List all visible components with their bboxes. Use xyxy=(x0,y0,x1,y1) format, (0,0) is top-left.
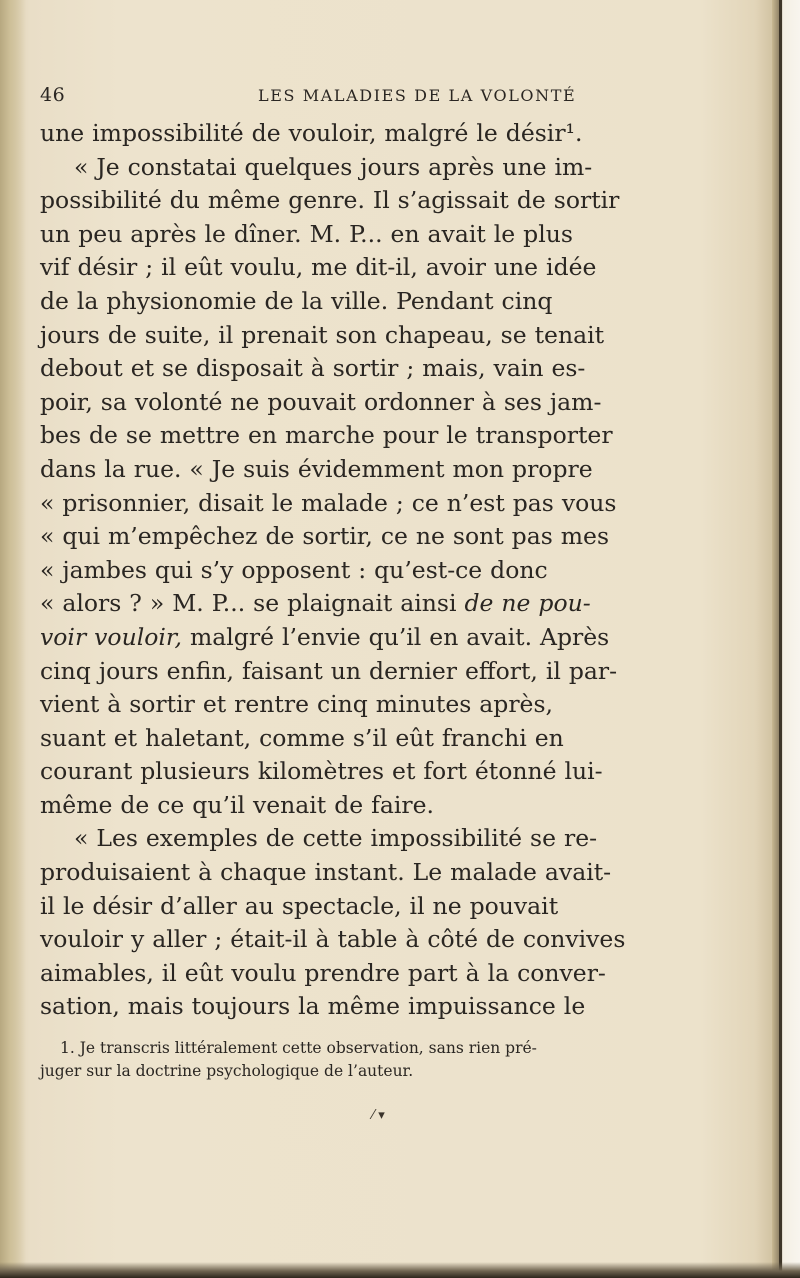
text-line: un peu après le dîner. M. P... en avait le plus xyxy=(40,219,573,248)
text-line: de la physionomie de la ville. Pendant cinq xyxy=(40,286,553,315)
text-run: malgré l’envie qu’il en avait. Après xyxy=(182,622,610,651)
text-line: sation, mais toujours la même impuissance le xyxy=(40,992,586,1021)
text-line: bes de se mettre en marche pour le transporter xyxy=(40,421,613,450)
text-line: suant et haletant, comme s’il eût franchi en xyxy=(40,723,564,752)
text-line: même de ce qu’il venait de faire. xyxy=(40,790,434,819)
page-left-edge-shadow xyxy=(0,0,26,1278)
text-line xyxy=(40,621,760,655)
text-line: vif désir ; il eût voulu, me dit-il, avoir une idée xyxy=(40,253,597,282)
text-line: jours de suite, il prenait son chapeau, se tenait xyxy=(40,320,605,349)
italic-phrase: voir vouloir, xyxy=(40,622,183,651)
book-spine-edge xyxy=(772,0,800,1278)
text-line: produisaient à chaque instant. Le malade avait- xyxy=(40,858,612,887)
text-line: « Les exemples de cette impossibilité se re- xyxy=(74,824,598,853)
page-number: 46 xyxy=(40,84,66,106)
text-line: vouloir y aller ; était-il à table à côté de convives xyxy=(40,925,626,954)
running-head xyxy=(40,84,760,114)
text-line: poir, sa volonté ne pouvait ordonner à ses jam- xyxy=(40,387,602,416)
text-line: aimables, il eût voulu prendre part à la conver- xyxy=(40,958,606,987)
text-line: il le désir d’aller au spectacle, il ne pouvait xyxy=(40,891,559,920)
footnote-line: juger sur la doctrine psychologique de l’auteur. xyxy=(40,1062,414,1080)
text-line: « qui m’empêchez de sortir, ce ne sont pas mes xyxy=(40,522,610,551)
text-line: « Je constatai quelques jours après une im- xyxy=(74,152,593,181)
running-title: LES MALADIES DE LA VOLONTÉ xyxy=(258,86,577,105)
text-line: dans la rue. « Je suis évidemment mon propre xyxy=(40,454,593,483)
spine-dark-line xyxy=(779,0,782,1278)
text-line: vient à sortir et rentre cinq minutes après, xyxy=(40,690,553,719)
italic-phrase: de ne pou- xyxy=(464,589,591,618)
text-line: courant plusieurs kilomètres et fort étonné lui- xyxy=(40,757,603,786)
footnote xyxy=(40,1037,760,1083)
footnote-line: 1. Je transcris littéralement cette observation, sans rien pré- xyxy=(60,1039,537,1057)
text-run: « alors ? » M. P... se plaignait ainsi xyxy=(40,589,465,618)
printer-mark: ⁄ ▾ xyxy=(372,1108,385,1123)
text-line: possibilité du même genre. Il s’agissait de sortir xyxy=(40,186,620,215)
text-line: une impossibilité de vouloir, malgré le désir¹. xyxy=(40,119,583,147)
page-bottom-edge-shadow xyxy=(0,1262,800,1278)
body-text xyxy=(40,117,760,1024)
text-line: « prisonnier, disait le malade ; ce n’est pas vous xyxy=(40,488,617,517)
text-line: debout et se disposait à sortir ; mais, vain es- xyxy=(40,354,586,383)
text-line xyxy=(40,587,760,621)
text-line: cinq jours enfin, faisant un dernier effort, il par- xyxy=(40,656,618,685)
text-line: « jambes qui s’y opposent : qu’est-ce donc xyxy=(40,555,548,584)
